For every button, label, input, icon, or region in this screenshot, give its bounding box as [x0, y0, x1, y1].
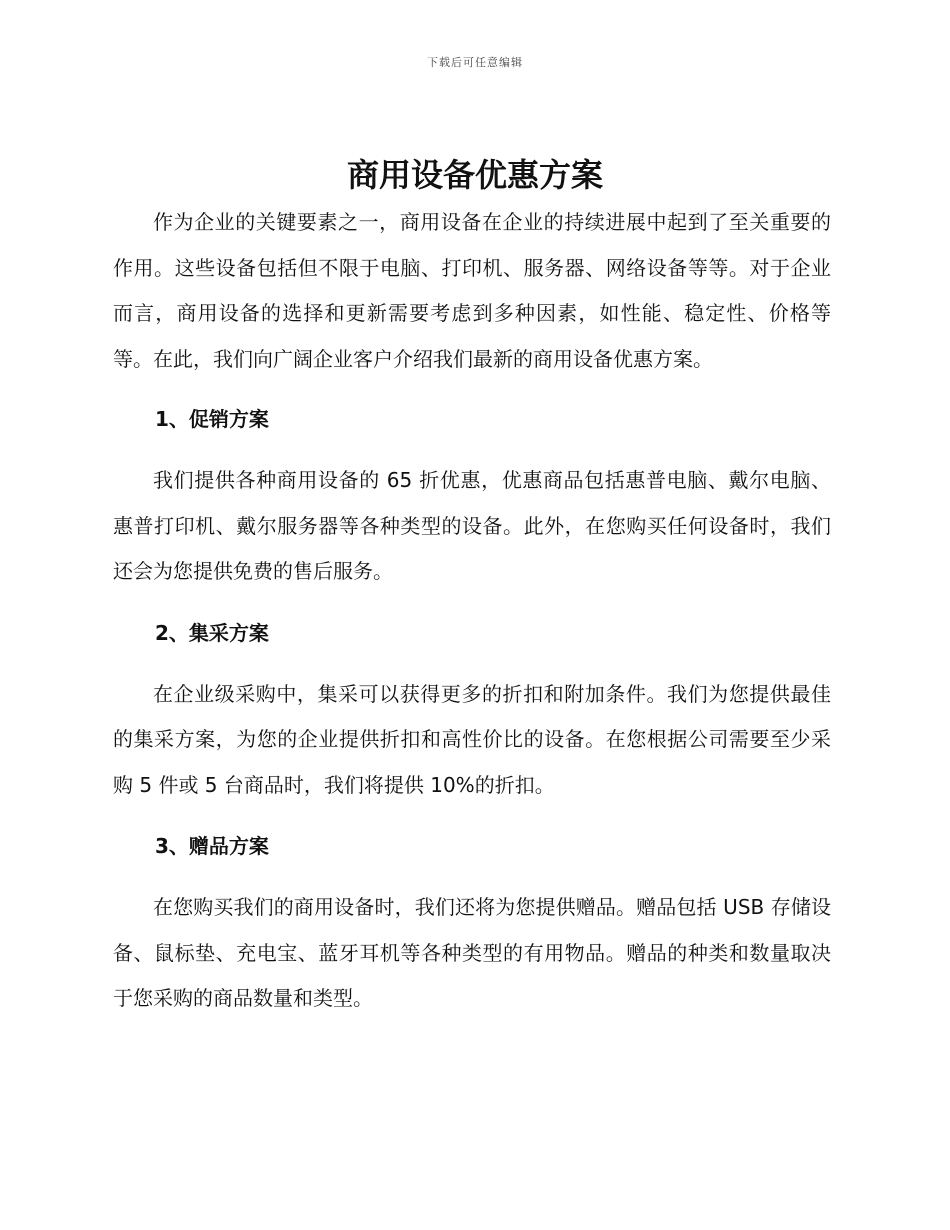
- document-body: [113, 200, 831, 1044]
- section-group-purchase: [113, 617, 831, 809]
- section-paragraph: 我们提供各种商用设备的 65 折优惠，优惠商品包括惠普电脑、戴尔电脑、惠普打印机、戴尔服务器等各种类型的设备。此外，在您购买任何设备时，我们还会为您提供免费的售后服务。: [113, 468, 831, 583]
- intro-paragraph: 作为企业的关键要素之一，商用设备在企业的持续进展中起到了至关重要的作用。这些设备包括但不限于电脑、打印机、服务器、网络设备等等。对于企业而言，商用设备的选择和更新需要考虑到多种因素，如性能、稳定性、价格等等。在此，我们向广阔企业客户介绍我们最新的商用设备优惠方案。: [113, 210, 831, 371]
- document-title: 商用设备优惠方案: [346, 156, 603, 194]
- section-heading: 2、集采方案: [155, 620, 269, 645]
- section-paragraph: 在您购买我们的商用设备时，我们还将为您提供赠品。赠品包括 USB 存储设备、鼠标垫、充电宝、蓝牙耳机等各种类型的有用物品。赠品的种类和数量取决于您采购的商品数量和类型。: [113, 895, 831, 1010]
- section-heading: 3、赠品方案: [155, 834, 269, 858]
- section-paragraph: 在企业级采购中，集采可以获得更多的折扣和附加条件。我们为您提供最佳的集采方案，为您的企业提供折扣和高性价比的设备。在您根据公司需要至少采购 5 件或 5 台商品时，我们将提供 10%的折扣。: [113, 681, 831, 797]
- section-gifts: [113, 830, 831, 1022]
- section-promotion: [113, 403, 831, 595]
- page-header: 下载后可任意编辑: [427, 56, 523, 69]
- section-heading: 1、促销方案: [155, 407, 269, 431]
